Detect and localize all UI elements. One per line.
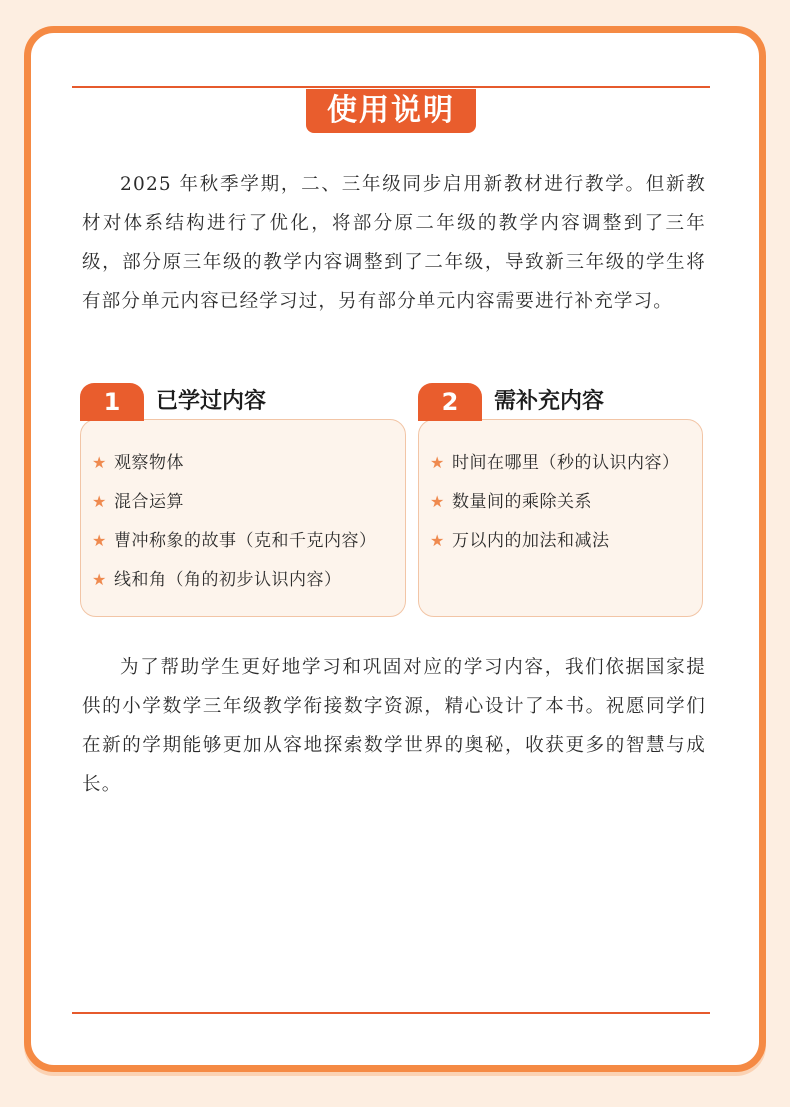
- star-icon: ★: [92, 452, 107, 472]
- list-item: [92, 482, 377, 521]
- section-title-learned: 已学过内容: [156, 389, 267, 414]
- section-number-badge: 2: [418, 383, 482, 421]
- list-item-label: 观察物体: [114, 452, 184, 473]
- list-item: [430, 482, 680, 521]
- closing-paragraph: 为了帮助学生更好地学习和巩固对应的学习内容，我们依据国家提供的小学数学三年级教学衔接数字资源，精心设计了本书。祝愿同学们在新的学期能够更加从容地探索数学世界的奥秘，收获更多的智慧与成长。: [82, 657, 706, 795]
- star-icon: ★: [92, 491, 107, 511]
- list-item-label: 线和角（角的初步认识内容）: [114, 569, 342, 590]
- section-number-badge: 1: [80, 383, 144, 421]
- star-icon: ★: [430, 491, 445, 511]
- list-item-label: 曹冲称象的故事（克和千克内容）: [114, 530, 377, 551]
- list-item: [92, 521, 377, 560]
- list-item: [430, 443, 680, 482]
- star-icon: ★: [430, 452, 445, 472]
- list-item-label: 时间在哪里（秒的认识内容）: [452, 452, 680, 473]
- list-item: [430, 521, 680, 560]
- star-icon: ★: [92, 530, 107, 550]
- intro-paragraph: 2025 年秋季学期，二、三年级同步启用新教材进行教学。但新教材对体系结构进行了优化，将部分原二年级的教学内容调整到了三年级，部分原三年级的教学内容调整到了二年级，导致新三年级的学生将有部分单元内容已经学习过，另有部分单元内容需要进行补充学习。: [82, 174, 706, 312]
- learned-content-list: [92, 443, 377, 599]
- section-title-supplement: 需补充内容: [494, 389, 605, 414]
- star-icon: ★: [92, 569, 107, 589]
- top-divider: [72, 86, 710, 88]
- list-item: [92, 560, 377, 599]
- list-item-label: 万以内的加法和减法: [452, 530, 610, 551]
- supplement-content-list: [430, 443, 680, 560]
- list-item: [92, 443, 377, 482]
- page-title: 使用说明: [306, 89, 476, 133]
- star-icon: ★: [430, 530, 445, 550]
- list-item-label: 混合运算: [114, 491, 184, 512]
- list-item-label: 数量间的乘除关系: [452, 491, 592, 512]
- bottom-divider: [72, 1012, 710, 1014]
